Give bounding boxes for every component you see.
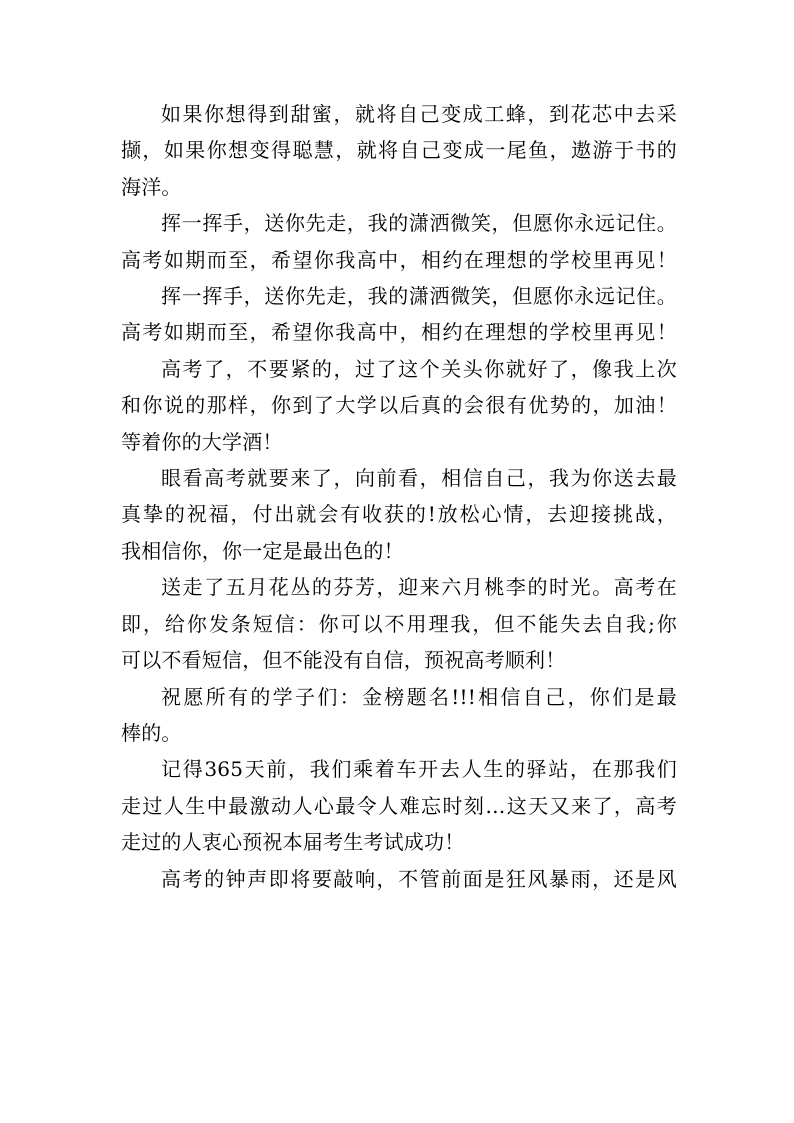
- text-line: 撷，如果你想变得聪慧，就将自己变成一尾鱼，遨游于书的: [121, 138, 677, 163]
- text-line: 等着你的大学酒！: [121, 429, 283, 454]
- text-line: 挥一挥手，送你先走，我的潇洒微笑，但愿你永远记住。: [161, 211, 677, 236]
- paragraph-2: [121, 205, 677, 278]
- paragraph-4: [121, 351, 677, 460]
- text-line: 记得365天前，我们乘着车开去人生的驿站，在那我们: [161, 757, 677, 782]
- text-line: 祝愿所有的学子们：金榜题名!!!相信自己，你们是最: [161, 684, 677, 709]
- text-line: 真挚的祝福，付出就会有收获的!放松心情，去迎接挑战，: [121, 502, 677, 527]
- paragraph-7: [121, 679, 677, 752]
- text-line: 即，给你发条短信：你可以不用理我，但不能失去自我;你: [121, 611, 677, 636]
- text-line: 送走了五月花丛的芬芳，迎来六月桃李的时光。高考在: [161, 575, 677, 600]
- text-line: 如果你想得到甜蜜，就将自己变成工蜂，到花芯中去采: [161, 102, 677, 126]
- text-line: 高考了，不要紧的，过了这个关头你就好了，像我上次: [161, 356, 677, 381]
- text-line: 眼看高考就要来了，向前看，相信自己，我为你送去最: [161, 466, 677, 491]
- text-line: 我相信你，你一定是最出色的！: [121, 538, 404, 563]
- paragraph-3: [121, 278, 677, 351]
- text-line: 高考的钟声即将要敲响，不管前面是狂风暴雨，还是风: [161, 866, 677, 891]
- paragraph-8: [121, 751, 677, 860]
- text-line: 海洋。: [121, 174, 182, 199]
- paragraph-6: [121, 569, 677, 678]
- text-line: 棒的。: [121, 720, 182, 745]
- text-line: 走过的人衷心预祝本届考生考试成功！: [121, 830, 465, 855]
- text-line: 走过人生中最激动人心最令人难忘时刻…这天又来了，高考: [121, 793, 677, 818]
- paragraph-9: [121, 861, 677, 897]
- text-line: 高考如期而至，希望你我高中，相约在理想的学校里再见！: [121, 247, 677, 272]
- document-page: [121, 96, 677, 897]
- text-line: 可以不看短信，但不能没有自信，预祝高考顺利！: [121, 648, 566, 673]
- text-line: 和你说的那样，你到了大学以后真的会很有优势的，加油！: [121, 393, 677, 418]
- paragraph-1: [121, 96, 677, 205]
- paragraph-5: [121, 460, 677, 569]
- text-line: 挥一挥手，送你先走，我的潇洒微笑，但愿你永远记住。: [161, 284, 677, 309]
- text-line: 高考如期而至，希望你我高中，相约在理想的学校里再见！: [121, 320, 677, 345]
